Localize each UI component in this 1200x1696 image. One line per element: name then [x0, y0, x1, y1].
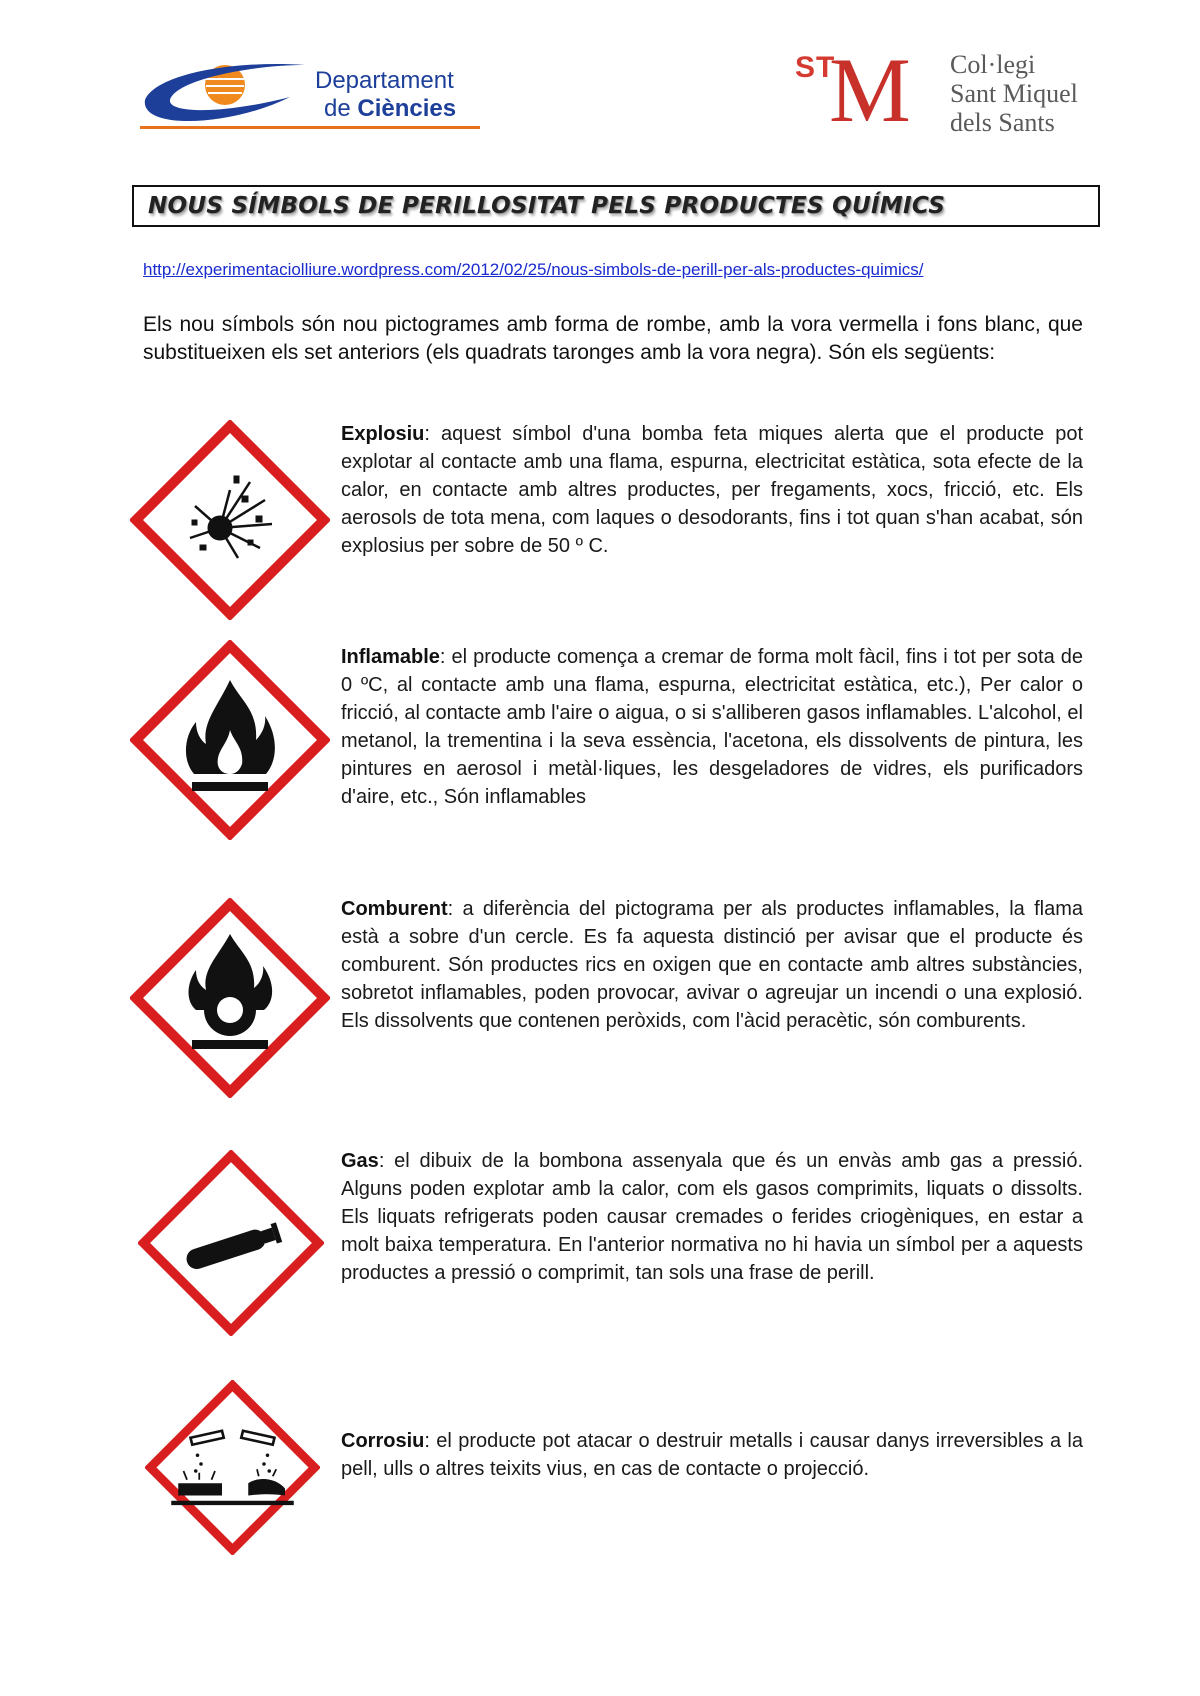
entry-title: Inflamable — [341, 646, 440, 668]
document-title: NOUS SÍMBOLS DE PERILLOSITAT PELS PRODUCTES QUÍMICS — [148, 193, 946, 219]
school-logo-st: ST — [795, 51, 836, 84]
entry-oxidizing — [341, 895, 1083, 1035]
entry-body: : el dibuix de la bombona assenyala que és un envàs amb gas a pressió. Alguns poden explotar amb la calor, com els gasos comprimits, liquats o dissolts. Els liquats refrigerats poden causar cremades o ferides criogèniques, en estar a molt baixa temperatura. En l'anterior normativa no hi havia un símbol per a aquests productes a pressió o comprimit, tan sols una frase de perill. — [341, 1150, 1083, 1284]
school-logo-m: M — [829, 39, 911, 141]
entry-explosive — [341, 420, 1083, 560]
entry-corrosive — [341, 1427, 1083, 1483]
department-swoosh-icon — [140, 55, 340, 135]
gas-cylinder-icon — [138, 1150, 324, 1336]
intro-paragraph: Els nou símbols són nou pictogrames amb forma de rombe, amb la vora vermella i fons blanc, que substitueixen els set anteriors (els quadrats taronges amb la vora negra). Són els següents: — [143, 313, 1083, 364]
document-title-box — [132, 185, 1100, 227]
school-name — [950, 50, 1078, 137]
entry-body: : el producte pot atacar o destruir metalls i causar danys irreversibles a la pell, ulls o altres teixits vius, en cas de contacte o projecció. — [341, 1430, 1083, 1480]
entry-title: Gas — [341, 1150, 379, 1172]
department-name-bold: Ciències — [357, 95, 457, 122]
source-link[interactable]: http://experimentaciolliure.wordpress.com/2012/02/25/nous-simbols-de-perill-per-als-productes-quimics/ — [143, 260, 924, 279]
entry-gas — [341, 1147, 1083, 1287]
entry-body: : el producte comença a cremar de forma molt fàcil, fins i tot per sota de 0 ºC, al contacte amb una flama, espurna, electricitat estàtica, etc.), Per calor o fricció, al contacte amb l'aire o aigua, o si s'alliberen gasos inflamables. L'alcohol, el metanol, la trementina i la seva essència, l'acetona, els dissolvents de pintura, les pintures en aerosol i metàl·liques, les desgeladores de vidres, els purificadors d'aire, etc., Són inflamables — [341, 646, 1083, 808]
department-name-line1: Departament — [315, 67, 454, 94]
entry-title: Corrosiu — [341, 1430, 425, 1452]
flame-icon — [130, 640, 330, 840]
entry-flammable — [341, 643, 1083, 811]
department-name-line2 — [324, 95, 456, 123]
department-logo — [140, 55, 485, 135]
corrosion-icon — [145, 1380, 320, 1555]
explosive-icon — [130, 420, 330, 620]
entry-title: Explosiu — [341, 423, 425, 445]
entry-body: : a diferència del pictograma per als productes inflamables, la flama està a sobre d'un cercle. Es fa aquesta distinció per avisar que el producte és comburent. Són productes rics en oxigen que en contacte amb altres substàncies, sobretot inflamables, poden provocar, avivar o agreujar un incendi o una explosió. Els dissolvents que contenen peròxids, com l'àcid peracètic, són comburents. — [341, 898, 1083, 1032]
school-name-line: dels Sants — [950, 108, 1055, 137]
entry-title: Comburent — [341, 898, 448, 920]
school-logo — [795, 39, 1105, 141]
department-name-prefix: de — [324, 95, 358, 122]
flame-over-circle-icon — [130, 898, 330, 1098]
school-name-line: Col·legi — [950, 50, 1036, 79]
department-underline — [140, 126, 480, 129]
entry-body: : aquest símbol d'una bomba feta miques alerta que el producte pot explotar al contacte amb una flama, espurna, electricitat estàtica, sota efecte de la calor, en contacte amb altres productes, per fregaments, xocs, fricció, etc. Els aerosols de tota mena, com laques o desodorants, fins i tot quan s'han acabat, són explosius per sobre de 50 º C. — [341, 423, 1083, 557]
school-name-line: Sant Miquel — [950, 79, 1078, 108]
